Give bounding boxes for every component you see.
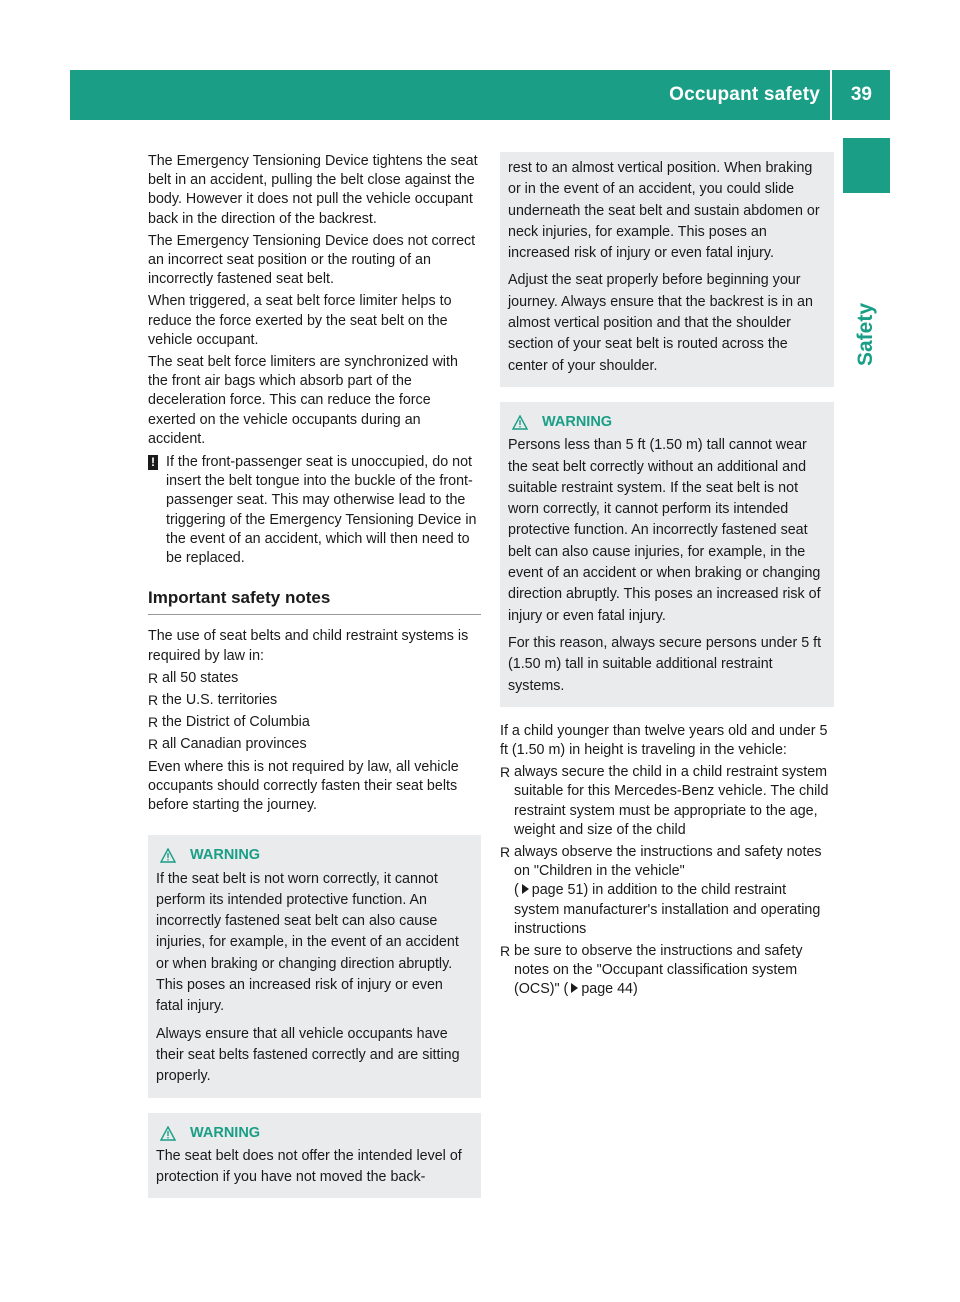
paragraph: Even where this is not required by law, all vehicle occupants should correctly fasten their seat belts before starting the journey. — [148, 758, 459, 814]
warning-title: WARNING — [542, 413, 613, 430]
warning-box — [148, 835, 481, 1097]
list-item: R the U.S. territories — [148, 691, 481, 710]
warning-text: Adjust the seat properly before beginning your journey. Always ensure that the backrest is in an almost vertical position and that the shoulder section of your seat belt is routed across the center of your shoulder. — [508, 272, 813, 374]
warning-triangle-icon — [512, 415, 528, 430]
page-header-bar — [70, 70, 890, 120]
bullet-icon: R — [148, 736, 159, 753]
warning-text: If the seat belt is not worn correctly, it cannot perform its intended protective function. An incorrectly fastened seat belt can also cause injuries, for example, in the event of an accident or when braking or changing direction abruptly. This poses an increased risk of injury or even fatal injury. — [156, 870, 459, 1015]
bullet-list — [148, 669, 481, 755]
paragraph: The Emergency Tensioning Device tightens the seat belt in an accident, pulling the belt close against the body. However it does not pull the vehicle occupant back in the direction of the backrest. — [148, 153, 478, 227]
paragraph: When triggered, a seat belt force limiter helps to reduce the force exerted by the seat belt on the vehicle occupant. — [148, 293, 452, 348]
left-column — [148, 152, 481, 1213]
warning-box-continued — [500, 152, 834, 387]
warning-title: WARNING — [190, 1124, 261, 1141]
list-item: R always secure the child in a child restraint system suitable for this Mercedes-Benz vehicle. The child restraint system must be appropriate to the age, weight and size of the child — [500, 764, 829, 838]
list-item: R the District of Columbia — [148, 713, 481, 732]
page-number: 39 — [850, 84, 872, 105]
warning-triangle-icon — [160, 848, 176, 863]
bullet-icon: R — [148, 669, 159, 686]
page-reference-arrow-icon — [522, 884, 529, 894]
warning-text: The seat belt does not offer the intended level of protection if you have not moved the back- — [156, 1147, 462, 1186]
bullet-list — [500, 763, 834, 999]
warning-text: For this reason, always secure persons under 5 ft (1.50 m) tall in suitable additional restraint systems. — [508, 634, 822, 694]
list-item: R be sure to observe the instructions and safety notes on the "Occupant classification system (OCS)" ( page 44) — [500, 943, 803, 998]
paragraph: The Emergency Tensioning Device does not correct an incorrect seat position or the routing of an incorrectly fastened seat belt. — [148, 232, 476, 288]
warning-box — [148, 1113, 481, 1199]
exclamation-icon: ! — [148, 455, 158, 470]
bullet-icon: R — [500, 764, 511, 781]
warning-text: Always ensure that all vehicle occupants have their seat belts fastened correctly and are sitting properly. — [156, 1025, 460, 1085]
warning-text: Persons less than 5 ft (1.50 m) tall cannot wear the seat belt correctly without an additional and suitable restraint system. If the seat belt is not worn correctly, it cannot perform its intended protective function. An incorrectly fastened seat belt can also cause injuries, for example, in the event of an accident or when braking or changing direction abruptly. This poses an increased risk of injury or even fatal injury. — [508, 437, 821, 624]
warning-text: rest to an almost vertical position. When braking or in the event of an accident, you could slide underneath the seat belt and sustain abdomen or neck injuries, for example. This poses an increased risk of injury or even fatal injury. — [508, 160, 820, 262]
note-text: If the front-passenger seat is unoccupied, do not insert the belt tongue into the buckle of the front-passenger seat. This may otherwise lead to the triggering of the Emergency Tensioning Device in the event of an accident, which will then need to be replaced. — [166, 454, 477, 567]
section-heading: Important safety notes — [148, 588, 481, 615]
bullet-icon: R — [148, 692, 159, 709]
warning-triangle-icon — [160, 1126, 176, 1141]
caution-note — [148, 453, 481, 568]
chapter-tab — [843, 138, 890, 370]
warning-box — [500, 402, 834, 707]
chapter-tab-marker — [843, 138, 890, 193]
bullet-icon: R — [148, 714, 159, 731]
warning-header — [156, 1123, 473, 1144]
bullet-icon: R — [500, 844, 511, 861]
page-reference-link[interactable]: page 44) — [581, 981, 638, 998]
warning-title: WARNING — [190, 847, 261, 864]
section-title: Occupant safety — [669, 84, 820, 105]
paragraph: If a child younger than twelve years old and under 5 ft (1.50 m) in height is traveling in the vehicle: — [500, 722, 828, 759]
chapter-tab-label: Safety — [854, 302, 877, 366]
warning-header — [156, 845, 473, 866]
paragraph: The use of seat belts and child restraint systems is required by law in: — [148, 628, 469, 664]
header-divider — [830, 70, 832, 120]
list-item: R always observe the instructions and safety notes on "Children in the vehicle" ( page 51) in addition to the child restraint system manufacturer's installation and operating instructions — [500, 844, 822, 937]
page-reference-link[interactable]: page 51) in addition to the child restraint system manufacturer's installation and operating instructions — [514, 882, 821, 937]
right-column — [500, 152, 834, 1003]
bullet-icon: R — [500, 943, 511, 960]
list-item: R all Canadian provinces — [148, 735, 481, 754]
list-item: R all 50 states — [148, 669, 481, 688]
warning-header — [508, 412, 826, 433]
page-reference-arrow-icon — [571, 983, 578, 993]
paragraph: The seat belt force limiters are synchronized with the front air bags which absorb part of the deceleration force. This can reduce the force exerted on the vehicle occupants during an accident. — [148, 354, 458, 447]
